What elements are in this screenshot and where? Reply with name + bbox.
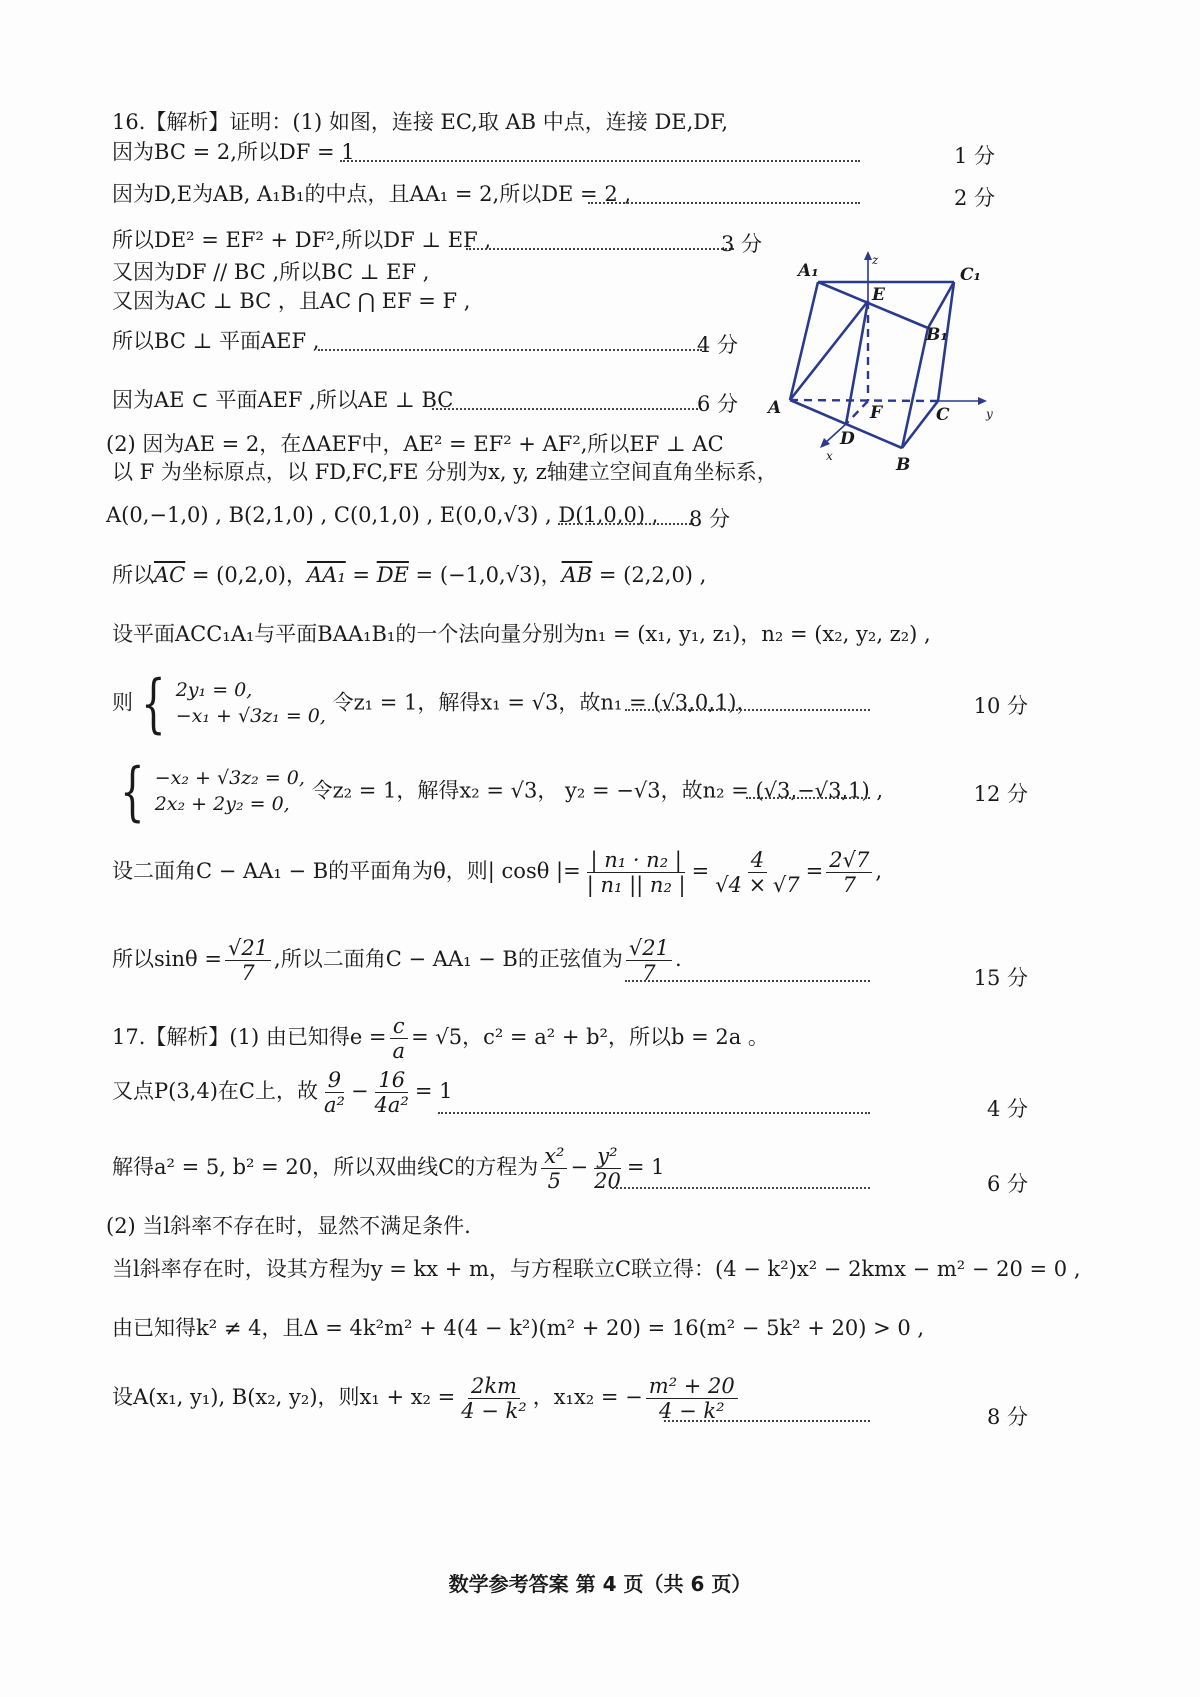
dot-leader (625, 709, 870, 711)
q16-line-2: 因为D,E为AB, A₁B₁的中点，且AA₁ = 2,所以DE = 2 , (112, 182, 632, 206)
score-2: 2 分 (953, 186, 995, 210)
dot-leader (340, 160, 860, 162)
label-b: B (896, 455, 911, 475)
q16-system-1: 则 { 2y₁ = 0, −x₁ + √3z₁ = 0, 令z₁ = 1，解得x₁ = √3，故n₁ = (√3,0,1)， (112, 667, 758, 741)
q17-line-7: 设A(x₁, y₁), B(x₂, y₂)，则x₁ + x₂ = $\frac{2km}{\text{4 − k²}}$ ，x₁x₂ = − $\frac{\text{m² + 20}}{\text{4 − k²}}$ (112, 1374, 741, 1423)
dot-leader (588, 202, 860, 204)
dot-leader (558, 523, 694, 525)
label-f: F (870, 403, 883, 423)
score-8: 8 分 (688, 507, 730, 531)
q16-line-9: 以 F 为坐标原点，以 FD,FC,FE 分别为x, y, z轴建立空间直角坐标系， (112, 460, 778, 484)
label-x: x (826, 449, 833, 463)
score-17-4: 4 分 (986, 1097, 1028, 1121)
dot-leader (318, 349, 702, 351)
label-a1: A₁ (798, 261, 819, 281)
label-c: C (936, 405, 950, 425)
q16-line-3: 所以DE² = EF² + DF²,所以DF ⊥ EF , (112, 228, 492, 252)
score-15: 15 分 (973, 966, 1028, 990)
q17-line-1: 17.【解析】(1) 由已知得e = $\frac{c}{a}$ = √5，c² = a² + b²，所以b = 2a 。 (112, 1014, 769, 1064)
score-3: 3 分 (720, 232, 762, 256)
q17-line-6: 由已知得k² ≠ 4，且Δ = 4k²m² + 4(4 − k²)(m² + 20) = 16(m² − 5k² + 20) > 0 , (112, 1316, 925, 1340)
label-y: y (986, 407, 993, 421)
score-1: 1 分 (953, 144, 995, 168)
dot-leader (612, 1187, 870, 1189)
label-b1: B₁ (926, 325, 948, 345)
q17-line-5: 当l斜率存在时，设其方程为y = kx + m，与方程联立C联立得：(4 − k²)x² − 2kmx − m² − 20 = 0 , (112, 1257, 1081, 1281)
q17-line-2: 又点P(3,4)在C上，故 $\frac{9}{\text{a²}}$ − $\frac{16}{\text{4a²}}$ = 1 (112, 1068, 453, 1118)
q16-vectors: 所以$\overline{AC} = (0,2,0)$，$AA_1 = \overline{DE} = (-1,0,√3)$，$\overline{AB} = (2,2,0)$ , (112, 563, 707, 587)
score-12: 12 分 (973, 782, 1028, 806)
label-e: E (872, 285, 885, 305)
score-10: 10 分 (973, 694, 1028, 718)
label-c1: C₁ (960, 265, 981, 285)
q17-line-4: (2) 当l斜率不存在时，显然不满足条件. (106, 1214, 471, 1238)
score-17-8: 8 分 (986, 1405, 1028, 1429)
score-17-6: 6 分 (986, 1172, 1028, 1196)
score-4: 4 分 (696, 333, 738, 357)
q16-line-5: 又因为AC ⊥ BC ，且AC ⋂ EF = F , (112, 289, 471, 313)
q16-line-8: (2) 因为AE = 2，在ΔAEF中，AE² = EF² + AF²,所以EF ⊥ AC (106, 432, 724, 456)
label-a: A (768, 398, 782, 418)
q16-cos-line: 设二面角C − AA₁ − B的平面角为θ，则| cosθ |= $\frac{\text{| n₁ · n₂ |}}{\text{| n₁ || n₂ |}}$ = $\frac{4}{√4 \times √7}$ = $\frac{2√7}{7}$ , (112, 848, 883, 898)
q16-line-1: 因为BC = 2,所以DF = 1 (112, 140, 355, 164)
q16-coords: A(0,−1,0) , B(2,1,0) , C(0,1,0) , E(0,0,√3) , D(1,0,0) , (106, 503, 659, 527)
q16-line-7: 因为AE ⊂ 平面AEF ,所以AE ⊥ BC (112, 388, 454, 412)
q16-system-2: { −x₂ + √3z₂ = 0, 2x₂ + 2y₂ = 0, 令z₂ = 1，解得x₂ = √3， y₂ = −√3，故n₂ = (√3,−√3,1) , (120, 755, 884, 829)
label-d: D (840, 429, 855, 449)
dot-leader (664, 1420, 870, 1422)
dot-leader (625, 980, 870, 982)
dot-leader (746, 797, 870, 799)
dot-leader (466, 248, 734, 250)
q17-line-3: 解得a² = 5, b² = 20，所以双曲线C的方程为 $\frac{\text{x²}}{5}$ − $\frac{\text{y²}}{20}$ = 1 (112, 1144, 665, 1194)
q16-normal-vectors: 设平面ACC₁A₁与平面BAA₁B₁的一个法向量分别为n₁ = (x₁, y₁, z₁)，n₂ = (x₂, y₂, z₂) , (112, 622, 931, 646)
q16-header: 16.【解析】证明：(1) 如图，连接 EC,取 AB 中点，连接 DE,DF, (112, 110, 729, 134)
y-arrow-icon (978, 397, 987, 405)
edge-ac-hidden (790, 400, 938, 401)
page-footer: 数学参考答案 第 4 页（共 6 页） (448, 1572, 752, 1596)
label-z: z (872, 253, 879, 267)
q16-line-4: 又因为DF // BC ,所以BC ⊥ EF , (112, 260, 430, 284)
score-6: 6 分 (696, 392, 738, 416)
z-arrow-icon (864, 251, 872, 260)
dot-leader (438, 1112, 870, 1114)
q16-line-6: 所以BC ⊥ 平面AEF , (112, 329, 320, 353)
q16-sin-line: 所以sinθ = $\frac{√21}{7}$ ,所以二面角C − AA₁ − B的正弦值为 $\frac{√21}{7}$ . (112, 936, 682, 986)
dot-leader (432, 408, 702, 410)
prism-figure (760, 248, 1020, 488)
